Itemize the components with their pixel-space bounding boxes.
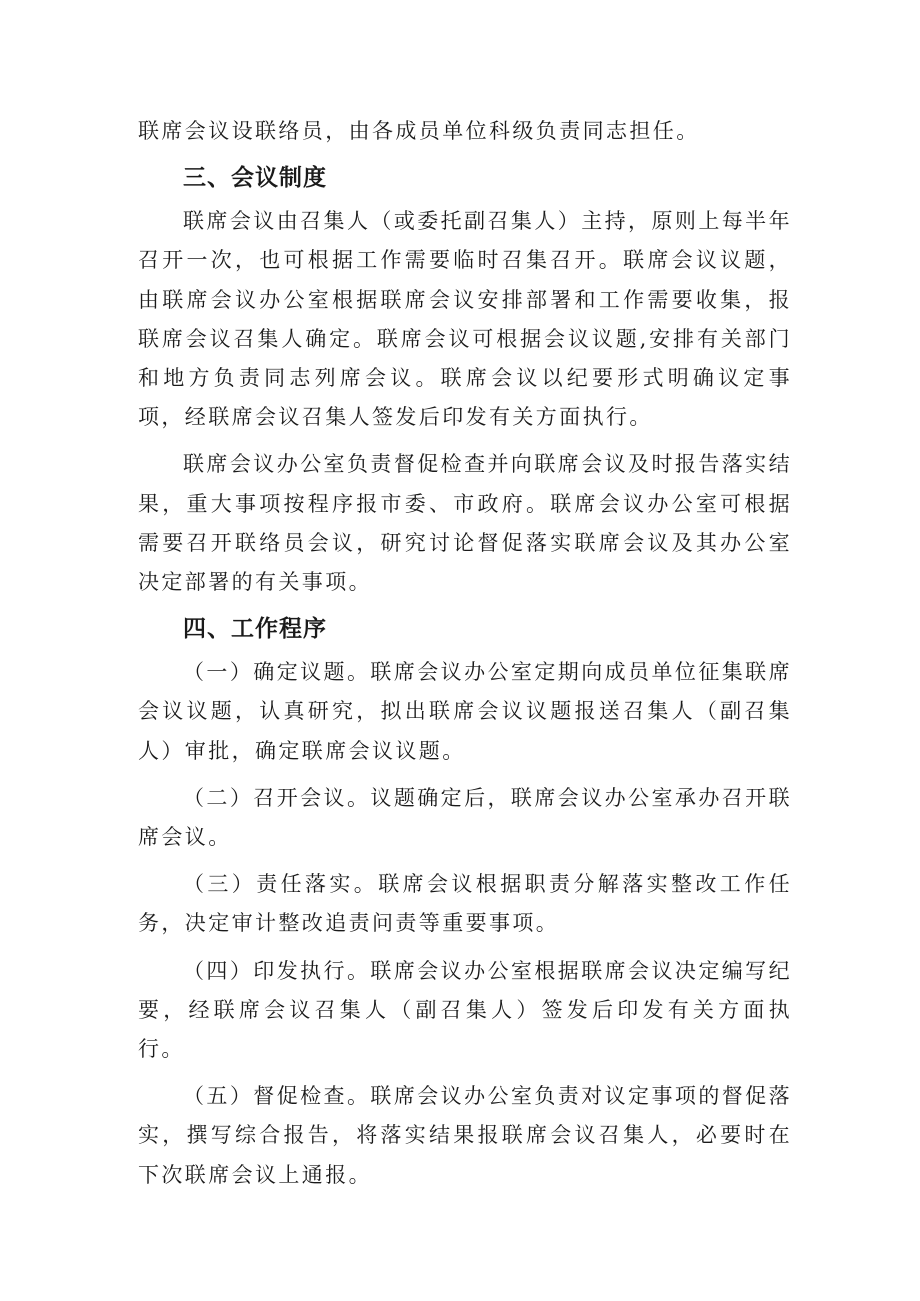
paragraph-liaison: 联席会议设联络员，由各成员单位科级负责同志担任。	[138, 119, 700, 143]
paragraph-procedure-3: （三）责任落实。联席会议根据职责分解落实整改工作任务，决定审计整改追责问责等重要事项。	[138, 872, 792, 936]
heading-work-procedure: 四、工作程序	[183, 616, 327, 643]
heading-meeting-system: 三、会议制度	[183, 165, 327, 192]
paragraph-procedure-1: （一）确定议题。联席会议办公室定期向成员单位征集联席会议议题，认真研究，拟出联席会议议题报送召集人（副召集人）审批，确定联席会议议题。	[138, 660, 792, 763]
paragraph-procedure-2: （二）召开会议。议题确定后，联席会议办公室承办召开联席会议。	[138, 785, 792, 850]
paragraph-procedure-4: （四）印发执行。联席会议办公室根据联席会议决定编写纪要，经联席会议召集人（副召集人）签发后印发有关方面执行。	[138, 958, 792, 1062]
document-page	[138, 112, 792, 1203]
paragraph-meeting-system-1: 联席会议由召集人（或委托副召集人）主持，原则上每半年召开一次，也可根据工作需要临时召集召开。联席会议议题，由联席会议办公室根据联席会议安排部署和工作需要收集，报联席会议召集人确定。联席会议可根据会议议题,安排有关部门和地方负责同志列席会议。联席会议以纪要形式明确议定事项，经联席会议召集人签发后印发有关方面执行。	[138, 209, 792, 430]
paragraph-procedure-5: （五）督促检查。联席会议办公室负责对议定事项的督促落实，撰写综合报告，将落实结果报联席会议召集人，必要时在下次联席会议上通报。	[138, 1084, 792, 1187]
paragraph-meeting-system-2: 联席会议办公室负责督促检查并向联席会议及时报告落实结果，重大事项按程序报市委、市政府。联席会议办公室可根据需要召开联络员会议，研究讨论督促落实联席会议及其办公室决定部署的有关事项。	[138, 452, 792, 595]
